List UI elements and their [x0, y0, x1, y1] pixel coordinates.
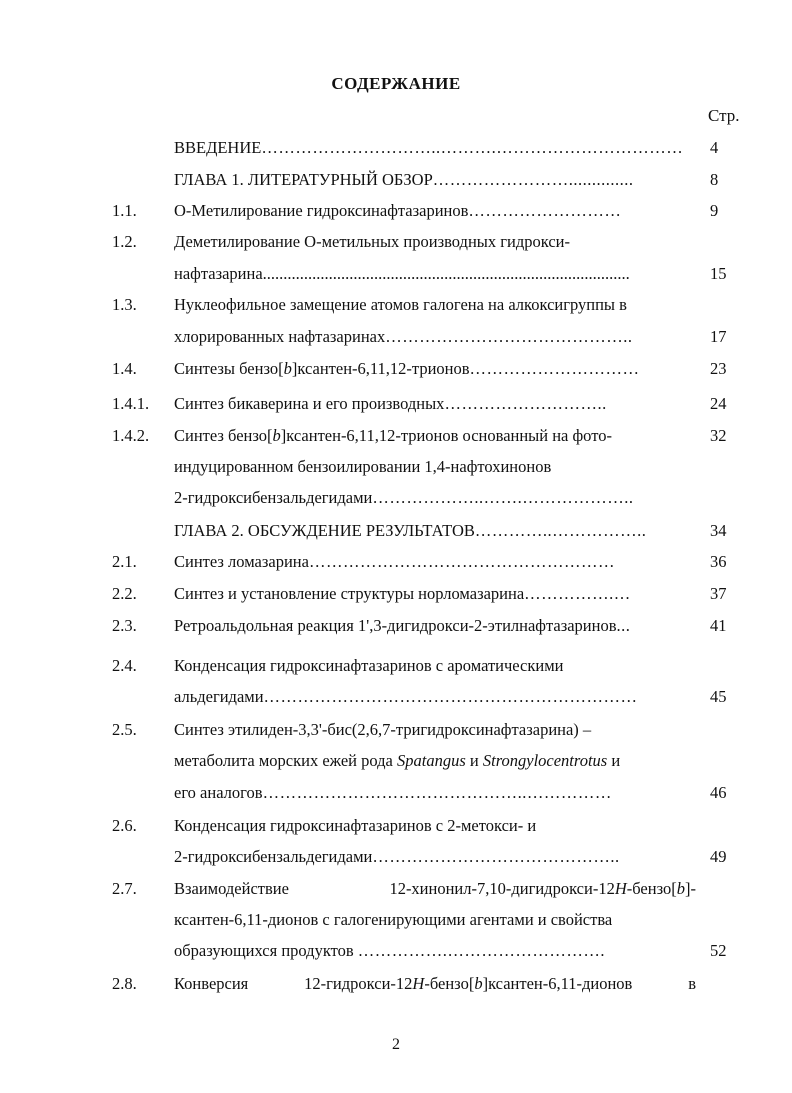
entry-page: 4 [710, 138, 719, 157]
entry-number: 2.4. [112, 656, 137, 675]
entry-text-line-1: Синтез этилиден-3,3'-бис(2,6,7-тригидроксинафтазарина) – [174, 720, 592, 739]
page-title: СОДЕРЖАНИЕ [331, 74, 461, 93]
entry-page: 36 [710, 552, 727, 571]
leader-dots: ……………………….. [444, 394, 607, 413]
entry-text-line-1: Конверсия 12-гидрокси-12H-бензо[b]ксантен-6,11-дионов в [174, 974, 696, 993]
entry-page: 23 [710, 359, 727, 378]
leader-dots: …………………………..……….…………………………… [261, 138, 684, 157]
entry-number: 1.2. [112, 232, 137, 251]
leader-dots: ………………………………………………………… [263, 687, 638, 706]
entry-page: 9 [710, 201, 719, 220]
entry-text-line-1: Синтез бензо[b]ксантен-6,11,12-трионов основанный на фото- [174, 426, 612, 445]
leader-dots: …………………….............. [432, 170, 634, 189]
entry-text-line-3: его аналогов [174, 783, 263, 802]
entry-page: 17 [710, 327, 727, 346]
entry-number: 2.3. [112, 616, 137, 635]
entry-text-line-1: Конденсация гидроксинафтазаринов с ароматическими [174, 656, 564, 675]
entry-text: Ретроальдольная реакция 1',3-дигидрокси-2-этилнафтазаринов [174, 616, 617, 635]
entry-text: Синтез ломазарина [174, 552, 309, 571]
leader-dots: ……………………………………………… [308, 552, 615, 571]
page-number: 2 [392, 1036, 400, 1053]
leader-dots: …………………………………….. [385, 327, 633, 346]
entry-text-line-2: ксантен-6,11-дионов с галогенирующими агентами и свойства [174, 910, 613, 929]
entry-text-line-2: индуцированном бензоилировании 1,4-нафтохинонов [174, 457, 552, 476]
entry-text-line-2: хлорированных нафтазаринах [174, 327, 386, 346]
entry-text-line-2: альдегидами [174, 687, 264, 706]
entry-number: 2.1. [112, 552, 137, 571]
entry-text: Синтезы бензо[b]ксантен-6,11,12-трионов [174, 359, 470, 378]
entry-number: 1.1. [112, 201, 137, 220]
entry-page: 52 [710, 941, 727, 960]
entry-text: О-Метилирование гидроксинафтазаринов [174, 201, 469, 220]
page-column-label: Стр. [708, 106, 740, 125]
entry-text-line-3: образующихся продуктов [174, 941, 354, 960]
entry-number: 2.6. [112, 816, 137, 835]
entry-page: 45 [710, 687, 727, 706]
entry-text: ГЛАВА 2. ОБСУЖДЕНИЕ РЕЗУЛЬТАТОВ [174, 521, 475, 540]
entry-page: 37 [710, 584, 727, 603]
entry-text-line-3: 2-гидроксибензальдегидами [174, 488, 373, 507]
entry-number: 1.3. [112, 295, 137, 314]
entry-number: 2.5. [112, 720, 137, 739]
entry-text-line-1: Конденсация гидроксинафтазаринов с 2-метокси- и [174, 816, 537, 835]
entry-text: Синтез и установление структуры норломазарина [174, 584, 525, 603]
entry-text-line-1: Деметилирование О-метильных производных гидрокси- [174, 232, 570, 251]
entry-page: 32 [710, 426, 727, 445]
entry-number: 2.7. [112, 879, 137, 898]
entry-page: 49 [710, 847, 727, 866]
entry-text-line-2: метаболита морских ежей рода Spatangus и Strongylocentrotus и [174, 751, 621, 770]
leader-dots: …………………………………….. [372, 847, 620, 866]
leader-dots: …………….… [524, 584, 631, 603]
leader-dots: ……………………… [468, 201, 622, 220]
entry-page: 24 [710, 394, 727, 413]
entry-text: ВВЕДЕНИЕ [174, 138, 262, 157]
entry-text: ГЛАВА 1. ЛИТЕРАТУРНЫЙ ОБЗОР [174, 170, 433, 189]
entry-text-line-2: 2-гидроксибензальдегидами [174, 847, 373, 866]
entry-page: 46 [710, 783, 727, 802]
entry-page: 8 [710, 170, 719, 189]
entry-number: 1.4.2. [112, 426, 150, 445]
leader-dots: ………………………… [469, 359, 640, 378]
entry-page: 34 [710, 521, 727, 540]
entry-number: 1.4.1. [112, 394, 150, 413]
entry-page: 15 [710, 264, 727, 283]
entry-number: 1.4. [112, 359, 137, 378]
leader-dots: ......................................................................................... [262, 264, 630, 283]
entry-page: 41 [710, 616, 727, 635]
entry-number: 2.8. [112, 974, 137, 993]
entry-number: 2.2. [112, 584, 137, 603]
entry-text-line-2: нафтазарина [174, 264, 263, 283]
leader-dots: …………..…………….. [474, 521, 647, 540]
leader-dots: ………………………………………..…………… [262, 783, 612, 802]
entry-text-line-1: Нуклеофильное замещение атомов галогена на алкоксигруппы в [174, 295, 627, 314]
entry-text-line-1: Взаимодействие 12-хинонил-7,10-дигидрокси-12H-бензо[b]- [174, 879, 696, 898]
leader-dots: ... [616, 616, 631, 635]
leader-dots: …………….………………………. [357, 941, 606, 960]
leader-dots: ………………..…….……………….. [372, 488, 634, 507]
entry-text: Синтез бикаверина и его производных [174, 394, 445, 413]
